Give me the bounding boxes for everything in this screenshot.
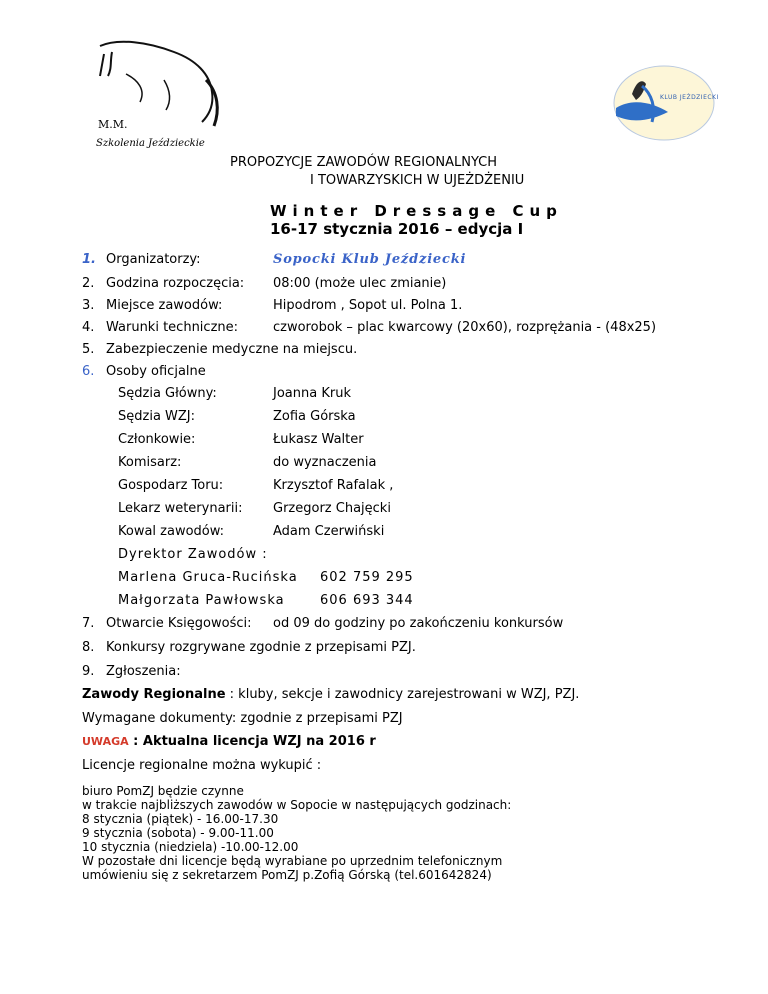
organizer-name: Sopocki Klub Jeździecki xyxy=(273,252,467,267)
office-line: w trakcie najbliższych zawodów w Sopocie w następujących godzinach: xyxy=(82,798,512,812)
logo-subtitle: Szkolenia Jeździeckie xyxy=(96,138,205,149)
item-value: 08:00 (może ulec zmianie) xyxy=(273,276,447,291)
official-name: Joanna Kruk xyxy=(273,386,351,401)
mm-logo xyxy=(78,40,238,160)
warning-line xyxy=(82,734,376,749)
item-number: 6. xyxy=(82,364,95,379)
documents-line: Wymagane dokumenty: zgodnie z przepisami PZJ xyxy=(82,711,403,726)
item-number: 1. xyxy=(82,252,96,267)
official-role: Kowal zawodów: xyxy=(118,524,225,539)
office-line: 8 stycznia (piątek) - 16.00-17.30 xyxy=(82,812,279,826)
logo-initials: M.M. xyxy=(98,118,128,131)
warning-label: UWAGA xyxy=(82,735,129,748)
official-name: Łukasz Walter xyxy=(273,432,364,447)
office-line: 10 stycznia (niedziela) -10.00-12.00 xyxy=(82,840,299,854)
item-label: Konkursy rozgrywane zgodnie z przepisami PZJ. xyxy=(106,640,416,655)
heading-line2: I TOWARZYSKICH W UJEŻDŻENIU xyxy=(310,173,525,188)
official-name: Zofia Górska xyxy=(273,409,356,424)
item-number: 4. xyxy=(82,320,95,335)
item-number: 2. xyxy=(82,276,95,291)
club-logo-text: KLUB JEŹDZIECKI xyxy=(660,94,719,101)
official-role: Gospodarz Toru: xyxy=(118,478,224,493)
item-number: 3. xyxy=(82,298,95,313)
director-phone: 602 759 295 xyxy=(320,570,414,585)
item-label: Osoby oficjalne xyxy=(106,364,206,379)
official-name: Adam Czerwiński xyxy=(273,524,385,539)
official-role: Komisarz: xyxy=(118,455,182,470)
item-number: 8. xyxy=(82,640,95,655)
item-label: Warunki techniczne: xyxy=(106,320,239,335)
item-value: czworobok – plac kwarcowy (20x60), rozprężania - (48x25) xyxy=(273,320,657,335)
office-hours xyxy=(82,784,511,882)
official-name: Krzysztof Rafalak , xyxy=(273,478,394,493)
director-phone: 606 693 344 xyxy=(320,593,414,608)
club-emblem-icon xyxy=(612,64,716,142)
official-role: Sędzia Główny: xyxy=(118,386,217,401)
official-role: Sędzia WZJ: xyxy=(118,409,196,424)
item-number: 7. xyxy=(82,616,95,631)
item-label: Godzina rozpoczęcia: xyxy=(106,276,245,291)
directors-title: Dyrektor Zawodów : xyxy=(118,547,268,562)
office-line: biuro PomZJ będzie czynne xyxy=(82,784,244,798)
office-line: W pozostałe dni licencje będą wyrabiane po uprzednim telefonicznym xyxy=(82,854,503,868)
office-line: umówieniu się z sekretarzem PomZJ p.Zofią Górską (tel.601642824) xyxy=(82,868,492,882)
regional-line xyxy=(82,687,579,702)
director-name: Marlena Gruca-Rucińska xyxy=(118,570,298,585)
item-label: Zabezpieczenie medyczne na miejscu. xyxy=(106,342,358,357)
office-line: 9 stycznia (sobota) - 9.00-11.00 xyxy=(82,826,274,840)
item-value: od 09 do godziny po zakończeniu konkursów xyxy=(273,616,564,631)
official-name: do wyznaczenia xyxy=(273,455,377,470)
event-dates: 16-17 stycznia 2016 – edycja I xyxy=(270,220,524,238)
item-label: Organizatorzy: xyxy=(106,252,201,267)
event-title: Winter Dressage Cup xyxy=(270,202,563,220)
warning-text: : Aktualna licencja WZJ na 2016 r xyxy=(128,734,376,749)
license-info: Licencje regionalne można wykupić : xyxy=(82,758,322,773)
item-number: 5. xyxy=(82,342,95,357)
item-label: Miejsce zawodów: xyxy=(106,298,223,313)
official-name: Grzegorz Chajęcki xyxy=(273,501,391,516)
regional-title: Zawody Regionalne xyxy=(82,687,226,702)
item-label: Otwarcie Księgowości: xyxy=(106,616,252,631)
item-number: 9. xyxy=(82,664,95,679)
club-logo xyxy=(612,64,719,142)
official-role: Lekarz weterynarii: xyxy=(118,501,243,516)
official-role: Członkowie: xyxy=(118,432,196,447)
item-label: Zgłoszenia: xyxy=(106,664,181,679)
director-name: Małgorzata Pawłowska xyxy=(118,593,285,608)
item-value: Hipodrom , Sopot ul. Polna 1. xyxy=(273,298,463,313)
regional-text: : kluby, sekcje i zawodnicy zarejestrowani w WZJ, PZJ. xyxy=(225,687,580,702)
heading-line1: PROPOZYCJE ZAWODÓW REGIONALNYCH xyxy=(230,155,498,170)
